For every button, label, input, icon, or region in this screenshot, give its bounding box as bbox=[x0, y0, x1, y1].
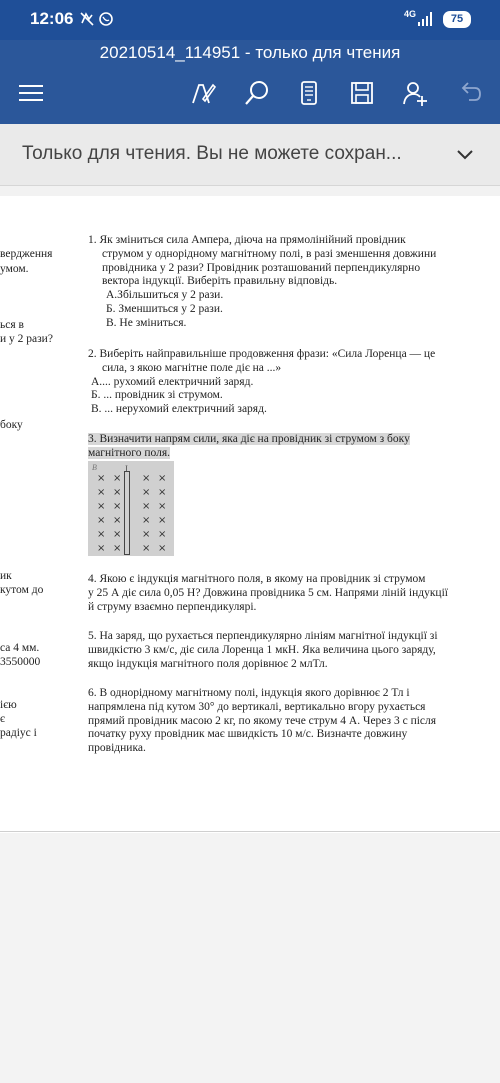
field-b-label: B bbox=[92, 463, 97, 472]
left-fragment: боку bbox=[0, 419, 23, 431]
question-5 bbox=[88, 630, 500, 671]
question-6 bbox=[88, 687, 500, 756]
field-into-page-symbol: × bbox=[142, 487, 151, 498]
field-into-page-symbol: × bbox=[113, 501, 122, 512]
q3-line: 3. Визначити напрям сили, яка діє на провідник зі струмом з боку bbox=[88, 433, 410, 445]
field-into-page-symbol: × bbox=[97, 473, 106, 484]
field-into-page-symbol: × bbox=[158, 543, 167, 554]
q2-line: 2. Виберіть найправильніше продовження фрази: «Сила Лоренца — це bbox=[88, 348, 436, 360]
read-only-banner[interactable] bbox=[0, 124, 500, 186]
search-button[interactable] bbox=[240, 76, 274, 110]
field-into-page-symbol: × bbox=[142, 529, 151, 540]
left-fragment: ься в bbox=[0, 319, 24, 331]
q4-line: й струму взаємно перпендикулярі. bbox=[88, 600, 257, 613]
page-gap bbox=[0, 186, 500, 196]
share-button[interactable] bbox=[398, 76, 432, 110]
q2-option: Б. ... провідник зі струмом. bbox=[91, 389, 223, 402]
field-row bbox=[88, 528, 174, 543]
signal-icon bbox=[418, 12, 432, 26]
field-row bbox=[88, 542, 174, 557]
status-time: 12:06 bbox=[30, 9, 74, 28]
q6-line: прямий провідник масою 2 кг, по якому тече струм 4 А. Через 3 с після bbox=[88, 714, 437, 727]
left-fragment: и у 2 рази? bbox=[0, 333, 53, 345]
mute-and-viber-icon bbox=[80, 11, 116, 27]
field-into-page-symbol: × bbox=[113, 487, 122, 498]
document-page bbox=[0, 196, 500, 832]
pen-icon bbox=[189, 79, 217, 107]
left-fragment: умом. bbox=[0, 263, 29, 275]
left-fragment: ик bbox=[0, 570, 12, 582]
undo-button[interactable] bbox=[452, 76, 486, 110]
chevron-down-icon[interactable] bbox=[452, 142, 478, 168]
title-bar bbox=[0, 40, 500, 124]
field-into-page-symbol: × bbox=[97, 501, 106, 512]
battery-level: 75 bbox=[443, 11, 471, 28]
field-into-page-symbol: × bbox=[158, 487, 167, 498]
q1-option: А.Збільшиться у 2 рази. bbox=[106, 289, 224, 302]
field-into-page-symbol: × bbox=[142, 473, 151, 484]
status-notification-icons bbox=[80, 11, 116, 30]
left-fragment: 3550000 bbox=[0, 656, 41, 668]
q2-option: В. ... нерухомий електричний заряд. bbox=[91, 403, 267, 416]
field-into-page-symbol: × bbox=[142, 515, 151, 526]
document-title: 20210514_114951 - только для чтения bbox=[99, 43, 401, 62]
q2-option: А.... рухомий електричний заряд. bbox=[91, 375, 254, 388]
field-into-page-symbol: × bbox=[97, 515, 106, 526]
question-4 bbox=[88, 573, 500, 614]
question-1 bbox=[88, 234, 500, 331]
q1-line: 1. Як зміниться сила Ампера, діюча на прямолінійний провідник bbox=[88, 234, 406, 246]
field-into-page-symbol: × bbox=[142, 501, 151, 512]
left-fragment: кутом до bbox=[0, 584, 44, 596]
left-fragment: радіус і bbox=[0, 727, 37, 739]
field-into-page-symbol: × bbox=[142, 543, 151, 554]
field-into-page-symbol: × bbox=[97, 529, 106, 540]
save-button[interactable] bbox=[345, 76, 379, 110]
field-into-page-symbol: × bbox=[158, 515, 167, 526]
q1-line: струмом у однорідному магнітному полі, в разі зменшення довжини bbox=[102, 247, 437, 260]
status-bar bbox=[0, 0, 500, 40]
magnetic-field-figure bbox=[88, 461, 174, 556]
field-row bbox=[88, 500, 174, 515]
edit-button[interactable] bbox=[186, 76, 220, 110]
network-type: 4G bbox=[404, 9, 417, 19]
field-into-page-symbol: × bbox=[113, 473, 122, 484]
undo-icon bbox=[455, 79, 483, 107]
q6-line: провідника. bbox=[88, 742, 146, 755]
left-column-cutoff bbox=[0, 196, 62, 832]
reading-view-icon bbox=[295, 79, 323, 107]
search-icon bbox=[243, 79, 271, 107]
left-fragment: вердження bbox=[0, 248, 53, 260]
field-into-page-symbol: × bbox=[97, 487, 106, 498]
q5-line: 5. На заряд, що рухається перпендикулярно лініям магнітної індукції зі bbox=[88, 630, 438, 642]
question-3 bbox=[88, 433, 500, 461]
field-row bbox=[88, 514, 174, 529]
question-2 bbox=[88, 348, 500, 417]
q1-option: Б. Зменшиться у 2 рази. bbox=[106, 302, 223, 315]
q1-option: В. Не зміниться. bbox=[106, 316, 187, 329]
menu-button[interactable] bbox=[14, 76, 48, 110]
field-row bbox=[88, 486, 174, 501]
q3-line: магнітного поля. bbox=[88, 446, 171, 459]
share-person-icon bbox=[401, 79, 429, 107]
q1-line: вектора індукції. Виберіть правильну відповідь. bbox=[102, 275, 338, 288]
q5-line: швидкістю 3 км/с, діє сила Лоренца 1 мкН. Яка величина цього заряду, bbox=[88, 643, 436, 656]
field-into-page-symbol: × bbox=[158, 501, 167, 512]
reading-view-button[interactable] bbox=[292, 76, 326, 110]
menu-icon bbox=[17, 79, 45, 107]
save-icon bbox=[348, 79, 376, 107]
field-into-page-symbol: × bbox=[158, 473, 167, 484]
q4-line: у 25 А діє сила 0,05 Н? Довжина провідника 5 см. Напрями ліній індукції bbox=[88, 586, 448, 599]
current-label: I bbox=[125, 464, 128, 474]
q6-line: 6. В однорідному магнітному полі, індукція якого дорівнює 2 Тл і bbox=[88, 687, 410, 699]
field-into-page-symbol: × bbox=[158, 529, 167, 540]
q6-line: напрямлена під кутом 30° до вертикалі, вертикально вгору рухається bbox=[88, 700, 426, 713]
field-into-page-symbol: × bbox=[113, 529, 122, 540]
q2-line: сила, з якою магнітне поле діє на ...» bbox=[102, 361, 282, 374]
field-into-page-symbol: × bbox=[97, 543, 106, 554]
field-into-page-symbol: × bbox=[113, 543, 122, 554]
field-row bbox=[88, 472, 174, 487]
left-fragment: са 4 мм. bbox=[0, 642, 40, 654]
q5-line: якщо індукція магнітного поля дорівнює 2 млТл. bbox=[88, 657, 328, 670]
q6-line: початку руху провідник має швидкість 10 м/с. Визначте довжину bbox=[88, 728, 408, 741]
left-fragment: є bbox=[0, 713, 5, 725]
read-only-message: Только для чтения. Вы не можете сохран... bbox=[22, 143, 402, 164]
empty-area-below-page bbox=[0, 833, 500, 1083]
q1-line: провідника у 2 рази? Провідник розташований перпендикулярно bbox=[102, 261, 421, 274]
field-into-page-symbol: × bbox=[113, 515, 122, 526]
left-fragment: ією bbox=[0, 699, 17, 711]
q4-line: 4. Якою є індукція магнітного поля, в якому на провідник зі струмом bbox=[88, 573, 426, 585]
